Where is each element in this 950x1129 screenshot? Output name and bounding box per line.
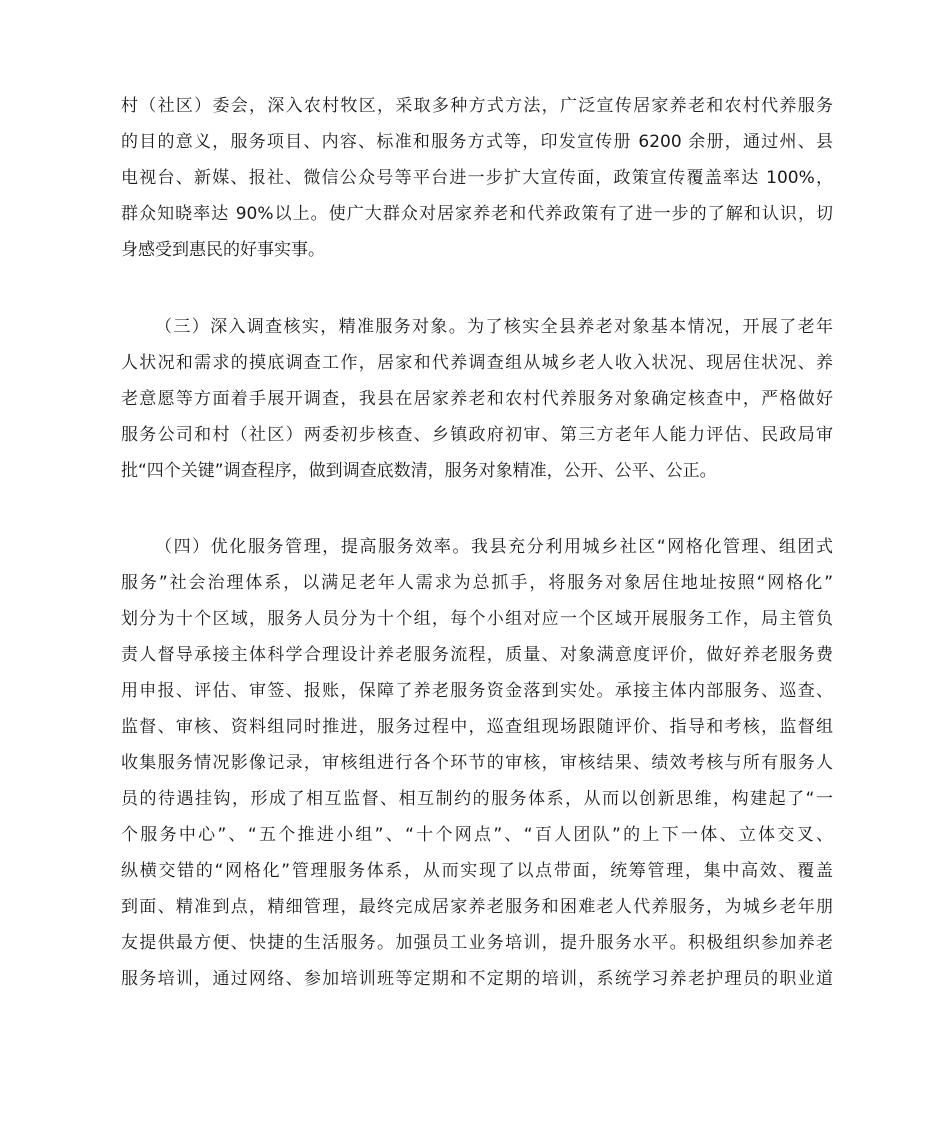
- paragraph-line: （三）深入调查核实，精准服务对象。为了核实全县养老对象基本情况，开展了老年: [155, 317, 833, 337]
- paragraph-line: 收集服务情况影像记录，审核组进行各个环节的审核，审核结果、绩效考核与所有服务人: [121, 753, 833, 773]
- paragraph-line: 个服务中心”、“五个推进小组”、“十个网点”、“百人团队”的上下一体、立体交叉、: [121, 825, 833, 845]
- paragraph-line: 电视台、新媒、报社、微信公众号等平台进一步扩大宣传面，政策宣传覆盖率达 100%，: [121, 168, 833, 188]
- paragraph-line: 服务培训，通过网络、参加培训班等定期和不定期的培训，系统学习养老护理员的职业道: [121, 969, 833, 989]
- paragraph-line: 老意愿等方面着手展开调查，我县在居家养老和农村代养服务对象确定核查中，严格做好: [121, 389, 833, 409]
- paragraph-line: 用申报、评估、审签、报账，保障了养老服务资金落到实处。承接主体内部服务、巡查、: [121, 681, 833, 701]
- paragraph-line: 到面、精准到点，精细管理，最终完成居家养老服务和困难老人代养服务，为城乡老年朋: [121, 897, 833, 917]
- paragraph-line: （四）优化服务管理，提高服务效率。我县充分利用城乡社区“网格化管理、组团式: [155, 537, 833, 557]
- paragraph-line: 监督、审核、资料组同时推进，服务过程中，巡查组现场跟随评价、指导和考核，监督组: [121, 717, 833, 737]
- paragraph-line: 纵横交错的“网格化”管理服务体系，从而实现了以点带面，统筹管理，集中高效、覆盖: [121, 861, 833, 881]
- paragraph-line: 人状况和需求的摸底调查工作，居家和代养调查组从城乡老人收入状况、现居住状况、养: [121, 353, 833, 373]
- paragraph-line: 批“四个关键”调查程序，做到调查底数清，服务对象精准，公开、公平、公正。: [121, 461, 717, 481]
- paragraph-line: 友提供最方便、快捷的生活服务。加强员工业务培训，提升服务水平。积极组织参加养老: [121, 933, 833, 953]
- paragraph-line: 责人督导承接主体科学合理设计养老服务流程，质量、对象满意度评价，做好养老服务费: [121, 645, 833, 665]
- paragraph-line: 群众知晓率达 90%以上。使广大群众对居家养老和代养政策有了进一步的了解和认识，切: [121, 204, 833, 224]
- paragraph-line: 服务”社会治理体系，以满足老年人需求为总抓手，将服务对象居住地址按照“网格化”: [121, 573, 833, 593]
- paragraph-line: 划分为十个区域，服务人员分为十个组，每个小组对应一个区域开展服务工作，局主管负: [121, 609, 833, 629]
- paragraph-line: 身感受到惠民的好事实事。: [121, 240, 325, 260]
- paragraph-line: 员的待遇挂钩，形成了相互监督、相互制约的服务体系，从而以创新思维，构建起了“一: [121, 789, 833, 809]
- paragraph-line: 村（社区）委会，深入农村牧区，采取多种方式方法，广泛宣传居家养老和农村代养服务: [121, 96, 833, 116]
- paragraph-line: 的目的意义，服务项目、内容、标准和服务方式等，印发宣传册 6200 余册，通过州、县: [121, 132, 833, 152]
- paragraph-line: 服务公司和村（社区）两委初步核查、乡镇政府初审、第三方老年人能力评估、民政局审: [121, 425, 833, 445]
